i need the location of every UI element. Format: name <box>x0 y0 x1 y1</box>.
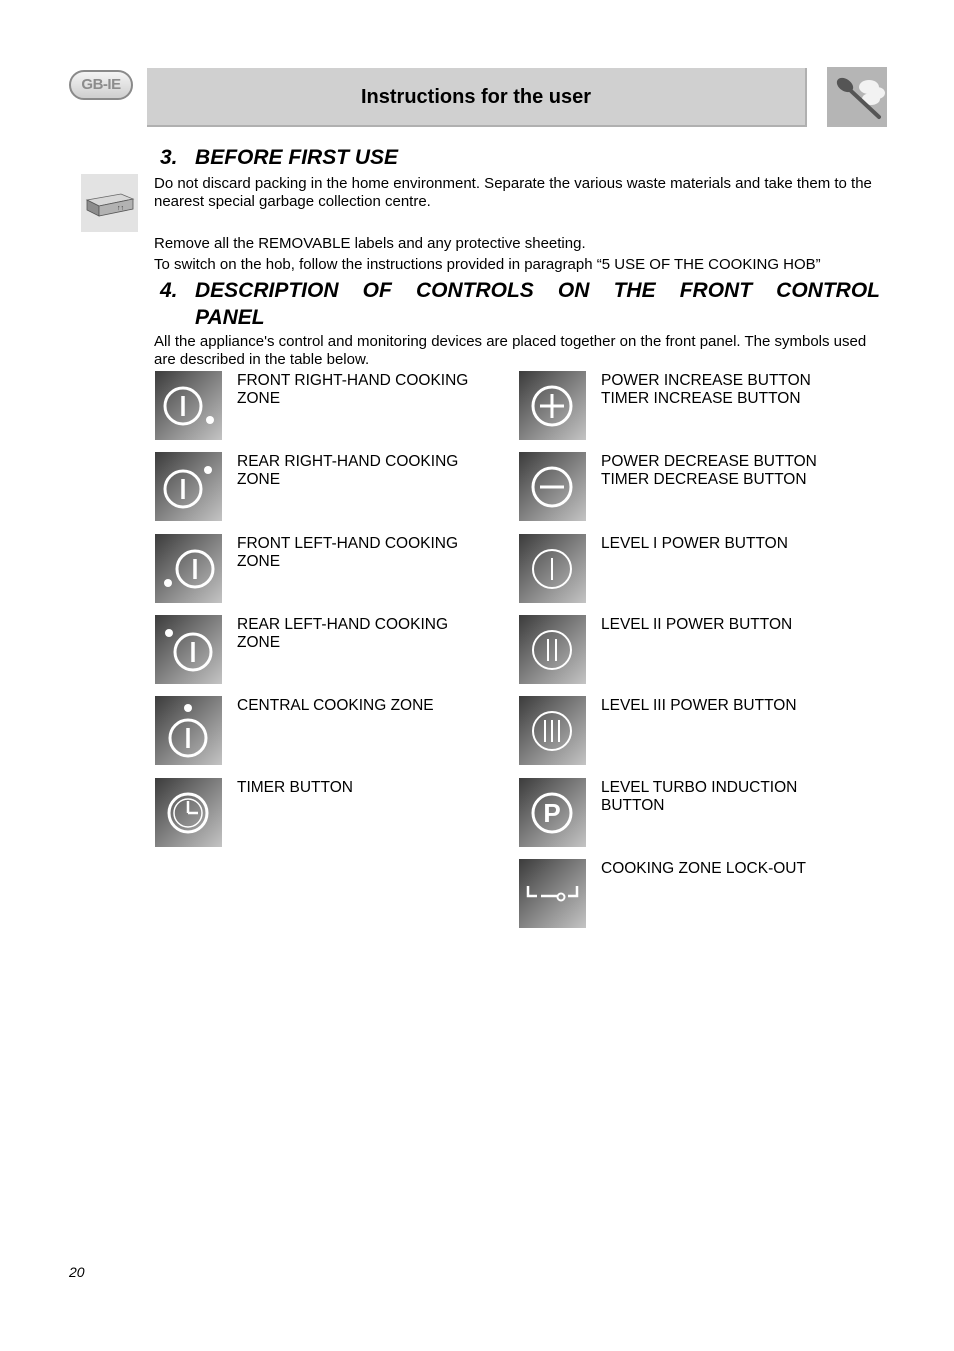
section-4-title-line1: DESCRIPTION OF CONTROLS ON THE FRONT CONTROL <box>195 279 880 302</box>
level-3-icon <box>519 696 586 765</box>
rear-left-zone-icon <box>155 615 222 684</box>
section-3-heading <box>160 146 398 170</box>
control-label: POWER DECREASE BUTTON TIMER DECREASE BUTTON <box>601 453 817 488</box>
control-label: REAR RIGHT-HAND COOKING ZONE <box>237 453 459 488</box>
control-label: POWER INCREASE BUTTON TIMER INCREASE BUTTON <box>601 372 811 407</box>
lock-icon <box>519 859 586 928</box>
central-zone-icon <box>155 696 222 765</box>
controls-intro: All the appliance's control and monitoring devices are placed together on the front panel. The symbols used are described in the table below. <box>154 333 867 368</box>
control-label: CENTRAL COOKING ZONE <box>237 697 434 714</box>
section-3-title: BEFORE FIRST USE <box>195 146 399 169</box>
control-timer <box>155 778 495 848</box>
control-front-right-zone <box>155 371 495 441</box>
section-4-number: 4. <box>160 279 178 302</box>
control-level-3 <box>519 696 859 766</box>
chef-hat-spoon-icon <box>827 67 887 127</box>
control-label: LEVEL II POWER BUTTON <box>601 616 793 633</box>
svg-text:P: P <box>543 798 561 828</box>
svg-text:↑↑: ↑↑ <box>117 205 124 212</box>
timer-icon <box>155 778 222 847</box>
control-level-2 <box>519 615 859 685</box>
turbo-p-icon <box>519 778 586 847</box>
control-label: LEVEL III POWER BUTTON <box>601 697 797 714</box>
front-right-zone-icon <box>155 371 222 440</box>
section-4-heading <box>160 277 880 331</box>
page-number: 20 <box>69 1264 85 1280</box>
control-rear-left-zone <box>155 615 495 685</box>
control-label: REAR LEFT-HAND COOKING ZONE <box>237 616 448 651</box>
control-label: LEVEL TURBO INDUCTION BUTTON <box>601 779 798 814</box>
control-front-left-zone <box>155 534 495 604</box>
control-label: FRONT LEFT-HAND COOKING ZONE <box>237 535 459 570</box>
control-level-1 <box>519 534 859 604</box>
control-power-decrease <box>519 452 859 522</box>
plus-icon <box>519 371 586 440</box>
control-label: TIMER BUTTON <box>237 779 353 796</box>
minus-icon <box>519 452 586 521</box>
language-badge: GB-IE <box>69 70 133 100</box>
section-3-number: 3. <box>160 146 178 169</box>
control-rear-right-zone <box>155 452 495 522</box>
section-4-title-line2: PANEL <box>195 306 265 329</box>
control-central-zone <box>155 696 495 766</box>
front-left-zone-icon <box>155 534 222 603</box>
control-label: COOKING ZONE LOCK-OUT <box>601 860 806 877</box>
page-title: Instructions for the user <box>360 86 592 108</box>
control-turbo <box>519 778 859 848</box>
control-lock-out <box>519 859 859 929</box>
header-bar <box>147 68 807 127</box>
level-1-icon <box>519 534 586 603</box>
switch-on-paragraph: To switch on the hob, follow the instructions provided in paragraph “5 USE OF THE COOKING HOB” <box>154 256 821 273</box>
packing-paragraph: Do not discard packing in the home environment. Separate the various waste materials and take them to the nearest special garbage collection centre. <box>154 175 872 210</box>
control-power-increase <box>519 371 859 441</box>
packaging-box-icon <box>81 174 138 232</box>
control-label: LEVEL I POWER BUTTON <box>601 535 788 552</box>
rear-right-zone-icon <box>155 452 222 521</box>
control-label: FRONT RIGHT-HAND COOKING ZONE <box>237 372 469 407</box>
level-2-icon <box>519 615 586 684</box>
labels-paragraph: Remove all the REMOVABLE labels and any protective sheeting. <box>154 235 586 252</box>
